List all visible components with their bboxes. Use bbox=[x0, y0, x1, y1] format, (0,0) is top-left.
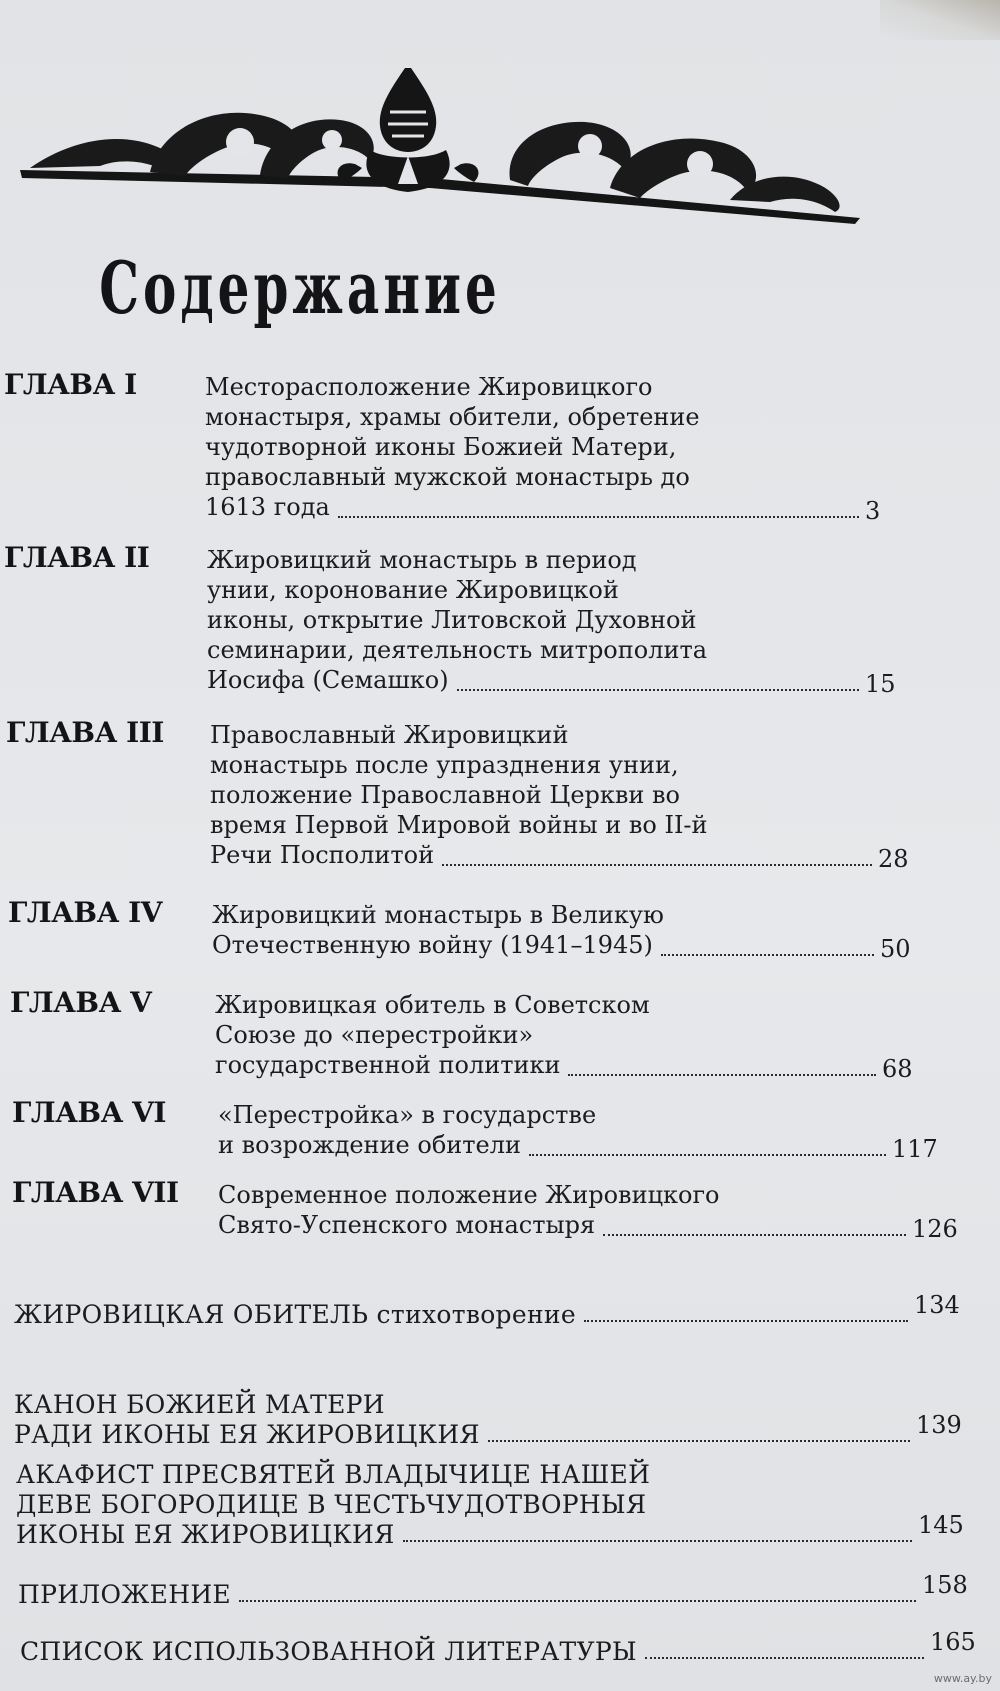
chapter-title-line: Православный Жировицкий bbox=[210, 721, 569, 749]
chapter-label: ГЛАВА III bbox=[6, 716, 164, 749]
dot-leader bbox=[568, 1074, 876, 1076]
chapter-title-line: положение Православной Церкви во bbox=[210, 781, 680, 809]
chapter-title-line: время Первой Мировой войны и во II-й bbox=[210, 811, 708, 839]
page-number: 145 bbox=[918, 1511, 964, 1539]
section-title-line: АКАФИСТ ПРЕСВЯТЕЙ ВЛАДЫЧИЦЕ НАШЕЙ bbox=[16, 1460, 651, 1489]
chapter-title-line: 1613 года bbox=[205, 493, 330, 521]
floral-ornament-icon bbox=[10, 60, 870, 230]
chapter-title-line: унии, коронование Жировицкой bbox=[207, 576, 619, 604]
chapter-label: ГЛАВА VII bbox=[12, 1176, 179, 1209]
chapter-title-line: Отечественную войну (1941–1945) bbox=[212, 931, 653, 959]
section-title-line: КАНОН БОЖИЕЙ МАТЕРИ bbox=[14, 1390, 385, 1419]
page-corner-shadow bbox=[880, 0, 1000, 40]
chapter-title-line: Жировицкая обитель в Советском bbox=[215, 991, 650, 1019]
page-number: 117 bbox=[892, 1135, 938, 1163]
chapter-title-line: Речи Посполитой bbox=[210, 841, 435, 869]
chapter-title-line: Жировицкий монастырь в период bbox=[207, 546, 637, 574]
dot-leader bbox=[442, 864, 872, 866]
chapter-title-line: монастыря, храмы обители, обретение bbox=[205, 403, 700, 431]
chapter-label: ГЛАВА II bbox=[4, 541, 150, 574]
chapter-title-line: и возрождение обители bbox=[218, 1131, 521, 1159]
chapter-title-line: монастырь после упразднения унии, bbox=[210, 751, 679, 779]
section-title-line: ЖИРОВИЦКАЯ ОБИТЕЛЬ стихотворение bbox=[14, 1300, 576, 1329]
page-number: 165 bbox=[930, 1628, 976, 1656]
chapter-title-line: чудотворной иконы Божией Матери, bbox=[205, 433, 677, 461]
dot-leader bbox=[403, 1540, 912, 1542]
watermark: www.ay.by bbox=[933, 1672, 992, 1685]
page-number: 158 bbox=[922, 1571, 968, 1599]
chapter-title-line: Современное положение Жировицкого bbox=[218, 1181, 720, 1209]
section-title-line: СПИСОК ИСПОЛЬЗОВАННОЙ ЛИТЕРАТУРЫ bbox=[20, 1637, 637, 1666]
chapter-label: ГЛАВА I bbox=[4, 368, 137, 401]
page-number: 134 bbox=[914, 1291, 960, 1319]
chapter-title-line: иконы, открытие Литовской Духовной bbox=[207, 606, 697, 634]
chapter-title-line: «Перестройка» в государстве bbox=[218, 1101, 597, 1129]
page-number: 139 bbox=[916, 1411, 962, 1439]
chapter-title-line: государственной политики bbox=[215, 1051, 561, 1079]
dot-leader bbox=[584, 1320, 908, 1322]
dot-leader bbox=[488, 1440, 910, 1442]
dot-leader bbox=[239, 1600, 916, 1602]
dot-leader bbox=[603, 1234, 906, 1236]
page-number: 28 bbox=[878, 845, 909, 873]
dot-leader bbox=[529, 1154, 886, 1156]
section-title-line: ИКОНЫ ЕЯ ЖИРОВИЦКИЯ bbox=[16, 1520, 395, 1549]
dot-leader bbox=[661, 954, 874, 956]
section-title-line: РАДИ ИКОНЫ ЕЯ ЖИРОВИЦКИЯ bbox=[14, 1420, 480, 1449]
chapter-label: ГЛАВА V bbox=[10, 986, 152, 1019]
page-number: 126 bbox=[912, 1215, 958, 1243]
chapter-title-line: Жировицкий монастырь в Великую bbox=[212, 901, 664, 929]
chapter-title-line: Месторасположение Жировицкого bbox=[205, 373, 653, 401]
page-number: 68 bbox=[882, 1055, 913, 1083]
dot-leader bbox=[457, 689, 859, 691]
chapter-label: ГЛАВА VI bbox=[12, 1096, 166, 1129]
chapter-title-line: Иосифа (Семашко) bbox=[207, 666, 449, 694]
dot-leader bbox=[338, 516, 859, 518]
page-number: 3 bbox=[865, 497, 881, 525]
page-number: 15 bbox=[865, 670, 896, 698]
section-title-line: ДЕВЕ БОГОРОДИЦЕ В ЧЕСТЬЧУДОТВОРНЫЯ bbox=[16, 1490, 647, 1519]
chapter-title-line: православный мужской монастырь до bbox=[205, 463, 690, 491]
chapter-title-line: Союзе до «перестройки» bbox=[215, 1021, 534, 1049]
chapter-title-line: семинарии, деятельность митрополита bbox=[207, 636, 708, 664]
contents-heading: Содержание bbox=[99, 245, 501, 331]
dot-leader bbox=[645, 1657, 924, 1659]
chapter-label: ГЛАВА IV bbox=[8, 896, 162, 929]
page-number: 50 bbox=[880, 935, 911, 963]
section-title-line: ПРИЛОЖЕНИЕ bbox=[18, 1580, 231, 1609]
chapter-title-line: Свято-Успенского монастыря bbox=[218, 1211, 596, 1239]
